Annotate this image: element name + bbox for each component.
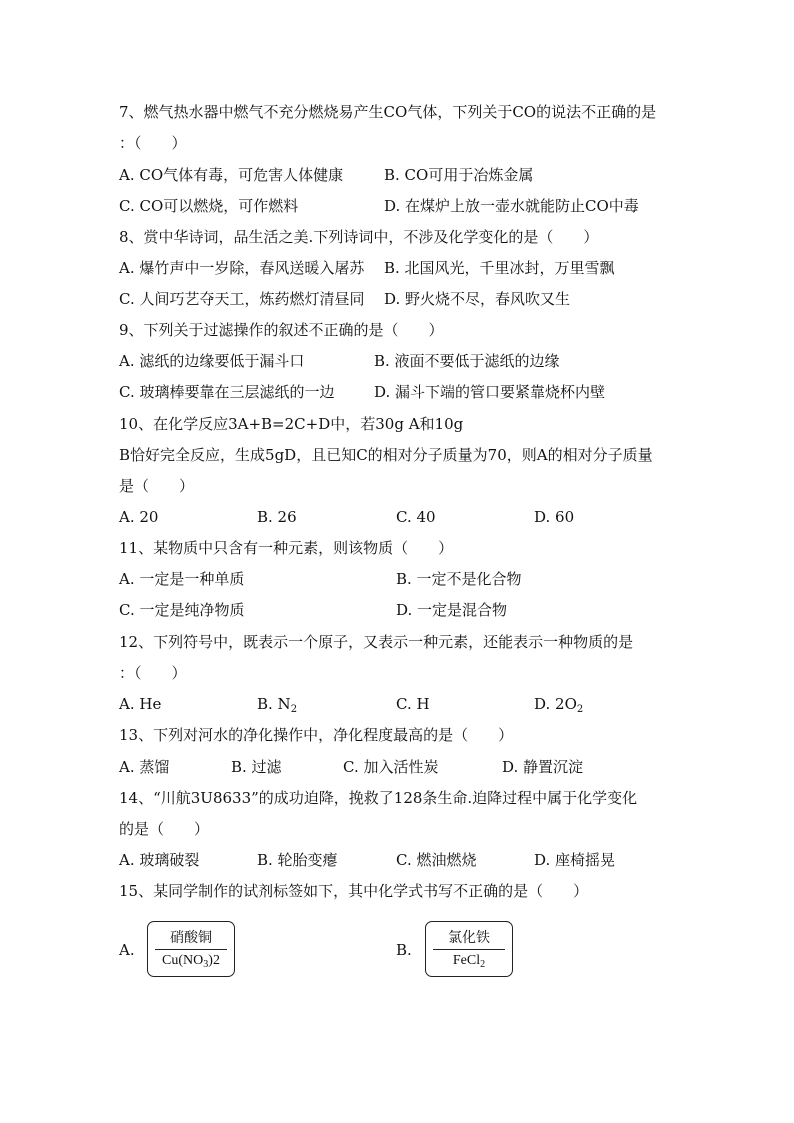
question-10-option-a: A. 20: [119, 508, 159, 526]
reagent-label-a: [147, 921, 235, 977]
question-13-option-d: D. 静置沉淀: [502, 758, 584, 776]
question-12-option-c: C. H: [396, 695, 430, 713]
question-7-option-d: D. 在煤炉上放一壶水就能防止CO中毒: [384, 197, 639, 215]
question-15-stem: 15、某同学制作的试剂标签如下，其中化学式书写不正确的是（ ）: [119, 882, 589, 900]
reagent-label-a-divider: [155, 949, 227, 950]
question-8-option-a: A. 爆竹声中一岁除，春风送暖入屠苏: [119, 259, 365, 277]
formula-a-suffix: )2: [208, 953, 220, 968]
question-11-option-d: D. 一定是混合物: [396, 601, 508, 619]
question-13-option-c: C. 加入活性炭: [343, 758, 439, 776]
question-8-option-d: D. 野火烧不尽，春风吹又生: [384, 290, 571, 308]
question-10-option-b: B. 26: [257, 508, 297, 526]
question-10-stem: 10、在化学反应3A+B=2C+D中，若30g A和10g: [119, 415, 464, 433]
question-11-option-c: C. 一定是纯净物质: [119, 601, 245, 619]
question-7-option-a: A. CO气体有毒，可危害人体健康: [119, 166, 344, 184]
option-d-formula: D. 2O: [534, 695, 577, 713]
reagent-label-a-name: 硝酸铜: [170, 930, 212, 946]
question-11-stem: 11、某物质中只含有一种元素，则该物质（ ）: [119, 539, 454, 557]
question-9-option-c: C. 玻璃棒要靠在三层滤纸的一边: [119, 383, 335, 401]
formula-a-subscript: 3: [203, 959, 209, 970]
question-10-stem-continued: B恰好完全反应，生成5gD，且已知C的相对分子质量为70，则A的相对分子质量: [119, 446, 653, 464]
question-9-option-d: D. 漏斗下端的管口要紧靠烧杯内壁: [374, 383, 606, 401]
reagent-label-b-divider: [433, 949, 505, 950]
question-10-option-c: C. 40: [396, 508, 436, 526]
question-12-stem-continued: ：（ ）: [119, 664, 187, 682]
question-8-stem: 8、赏中华诗词，品生活之美.下列诗词中，不涉及化学变化的是（ ）: [119, 228, 599, 246]
question-11-option-a: A. 一定是一种单质: [119, 570, 245, 588]
reagent-label-b-name: 氯化铁: [448, 930, 490, 946]
question-14-option-d: D. 座椅摇晃: [534, 851, 616, 869]
reagent-label-b-formula: [426, 953, 512, 969]
question-9-option-b: B. 液面不要低于滤纸的边缘: [374, 352, 560, 370]
question-13-option-a: A. 蒸馏: [119, 758, 170, 776]
question-7-stem: 7、燃气热水器中燃气不充分燃烧易产生CO气体，下列关于CO的说法不正确的是: [119, 103, 657, 121]
formula-a-prefix: Cu(NO: [162, 953, 204, 968]
question-12-option-b: [257, 694, 297, 714]
question-10-stem-end: 是（ ）: [119, 477, 195, 495]
question-10-option-d: D. 60: [534, 508, 575, 526]
question-7-option-c: C. CO可以燃烧，可作燃料: [119, 197, 299, 215]
question-11-option-b: B. 一定不是化合物: [396, 570, 522, 588]
option-b-subscript: 2: [290, 704, 298, 715]
formula-b-subscript: 2: [480, 959, 486, 970]
question-9-option-a: A. 滤纸的边缘要低于漏斗口: [119, 352, 305, 370]
option-d-subscript: 2: [576, 704, 584, 715]
reagent-label-a-formula: [148, 953, 234, 969]
question-13-stem: 13、下列对河水的净化操作中，净化程度最高的是（ ）: [119, 726, 514, 744]
question-12-option-d: [534, 694, 583, 714]
question-14-option-c: C. 燃油燃烧: [396, 851, 477, 869]
reagent-label-b: [425, 921, 513, 977]
formula-b-prefix: FeCl: [452, 953, 481, 968]
question-8-option-c: C. 人间巧艺夺天工，炼药燃灯清昼同: [119, 290, 365, 308]
question-15-option-a-letter: A.: [119, 941, 135, 959]
question-7-option-b: B. CO可用于冶炼金属: [384, 166, 534, 184]
question-14-option-a: A. 玻璃破裂: [119, 851, 200, 869]
question-9-stem: 9、下列关于过滤操作的叙述不正确的是（ ）: [119, 321, 444, 339]
question-8-option-b: B. 北国风光，千里冰封，万里雪飘: [384, 259, 615, 277]
question-12-stem: 12、下列符号中，既表示一个原子，又表示一种元素，还能表示一种物质的是: [119, 633, 634, 651]
question-13-option-b: B. 过滤: [231, 758, 282, 776]
question-14-stem: 14、“川航3U8633”的成功迫降，挽救了128条生命.迫降过程中属于化学变化: [119, 789, 638, 807]
option-b-formula: B. N: [257, 695, 291, 713]
question-12-option-a: A. He: [119, 695, 162, 713]
question-7-stem-continued: ：（ ）: [119, 134, 187, 152]
question-14-option-b: B. 轮胎变瘪: [257, 851, 338, 869]
question-15-option-b-letter: B.: [396, 941, 412, 959]
question-14-stem-continued: 的是（ ）: [119, 820, 210, 838]
